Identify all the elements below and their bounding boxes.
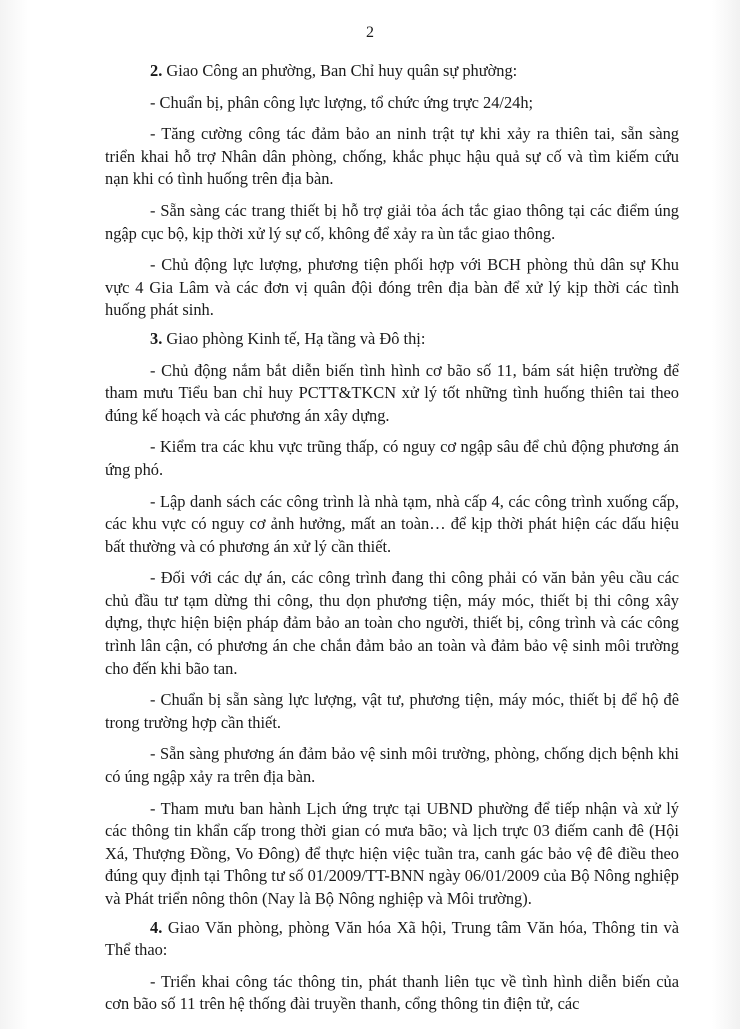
paragraph: - Tăng cường công tác đảm bảo an ninh trật tự khi xảy ra thiên tai, sẵn sàng triển khai hỗ trợ Nhân dân phòng, chống, khắc phục hậu quả sự cố và tìm kiếm cứu nạn khi có tình huống trên địa bàn. <box>105 124 679 189</box>
paragraph: - Lập danh sách các công trình là nhà tạm, nhà cấp 4, các công trình xuống cấp, các khu vực có nguy cơ ảnh hưởng, mất an toàn… để kịp thời phát hiện các dấu hiệu bất thường và có phương án xử lý cần thiết. <box>105 491 679 556</box>
document-body <box>105 60 679 1025</box>
paragraph: - Chủ động nắm bắt diễn biến tình hình cơ bão số 11, bám sát hiện trường để tham mưu Tiểu ban chỉ huy PCTT&TKCN xử lý tốt những tình huống thiên tai theo đúng kế hoạch và các phương án xây dựng. <box>105 360 679 425</box>
paragraph: - Triển khai công tác thông tin, phát thanh liên tục về tình hình diễn biến của cơn bão số 11 trên hệ thống đài truyền thanh, cổng thông tin điện tử, các <box>105 971 679 1014</box>
section-number: 2. <box>150 61 163 80</box>
section-heading-2 <box>105 60 679 83</box>
page-number: 2 <box>366 24 374 41</box>
section-heading-3 <box>105 328 679 351</box>
section-title: Giao Văn phòng, phòng Văn hóa Xã hội, Trung tâm Văn hóa, Thông tin và Thể thao: <box>105 917 679 960</box>
paragraph: - Chủ động lực lượng, phương tiện phối hợp với BCH phòng thủ dân sự Khu vực 4 Gia Lâm và các đơn vị quân đội đóng trên địa bàn để xử lý kịp thời các tình huống phát sinh. <box>105 255 679 320</box>
section-title: Giao Công an phường, Ban Chỉ huy quân sự phường: <box>162 61 518 80</box>
paragraph: - Sẵn sàng phương án đảm bảo vệ sinh môi trường, phòng, chống dịch bệnh khi có úng ngập xảy ra trên địa bàn. <box>105 744 679 787</box>
section-heading-4 <box>105 917 679 962</box>
paragraph: - Chuẩn bị sẵn sàng lực lượng, vật tư, phương tiện, máy móc, thiết bị để hộ đê trong trường hợp cần thiết. <box>105 690 679 732</box>
section-number: 4. <box>150 917 163 937</box>
section-title: Giao phòng Kinh tế, Hạ tầng và Đô thị: <box>162 328 426 348</box>
section-number: 3. <box>150 328 163 348</box>
paragraph: - Kiểm tra các khu vực trũng thấp, có nguy cơ ngập sâu để chủ động phương án ứng phó. <box>105 437 679 479</box>
paragraph: - Tham mưu ban hành Lịch ứng trực tại UBND phường để tiếp nhận và xử lý các thông tin khẩn cấp trong thời gian có mưa bão; và lịch trực 03 điếm canh đê (Hội Xá, Thượng Đồng, Vo Đông) để thực hiện việc tuần tra, canh gác bảo vệ đê điều theo đúng quy định tại Thông tư số 01/2009/TT-BNN ngày 06/01/2009 của Bộ Nông nghiệp và Phát triển nông thôn (Nay là Bộ Nông nghiệp và Môi trường). <box>105 798 679 908</box>
paragraph: - Chuẩn bị, phân công lực lượng, tổ chức ứng trực 24/24h; <box>150 92 534 112</box>
paragraph: - Đối với các dự án, các công trình đang thi công phải có văn bản yêu cầu các chủ đầu tư tạm dừng thi công, thu dọn phương tiện, máy móc, thiết bị thi công xây dựng, thực hiện biện pháp đảm bảo an toàn cho người, thiết bị, công trình và các công trình lân cận, có phương án che chắn đảm bảo an toàn và đảm bảo vệ sinh môi trường cho đến khi bão tan. <box>105 568 679 678</box>
paragraph: - Sẵn sàng các trang thiết bị hỗ trợ giải tỏa ách tắc giao thông tại các điểm úng ngập cục bộ, kịp thời xử lý sự cố, không để xảy ra ùn tắc giao thông. <box>105 200 679 243</box>
